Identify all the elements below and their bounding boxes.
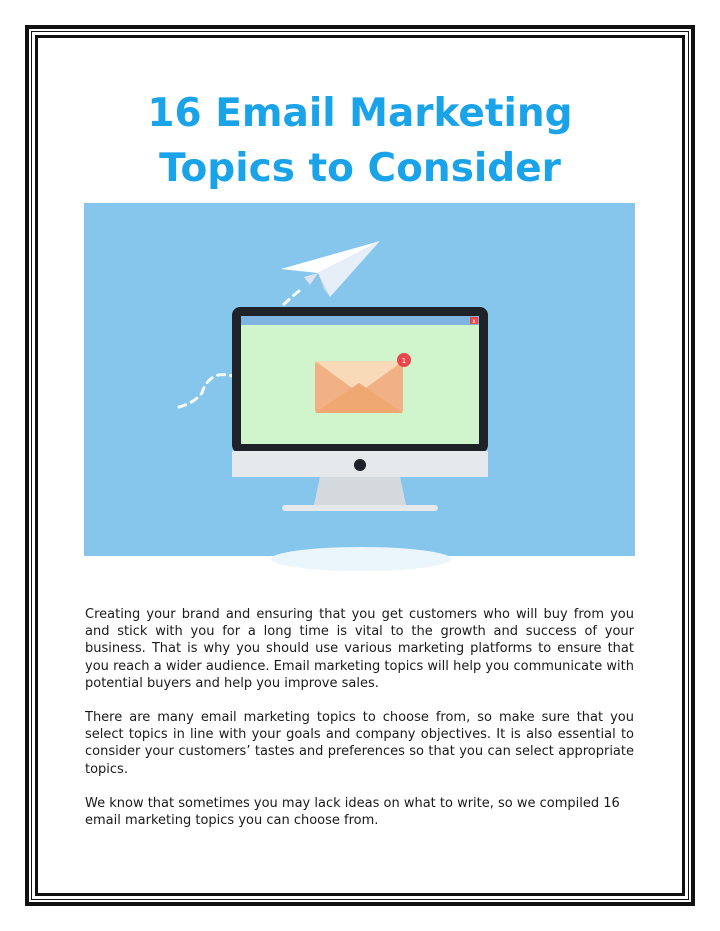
monitor-stand — [314, 477, 406, 505]
window-titlebar — [241, 316, 479, 325]
paragraph: There are many email marketing topics to choose from, so make sure that you select topics in line with your goals and company objectives. It is also essential to consider your customers’ tastes and preferences so that you can select appropriate topics. — [85, 710, 634, 777]
monitor-base — [282, 505, 438, 511]
close-glyph: x — [472, 318, 476, 325]
title-line-2: Topics to Consider — [159, 146, 561, 191]
body-text — [85, 606, 634, 846]
power-button-icon — [354, 459, 366, 471]
notification-count: 1 — [401, 357, 407, 365]
hero-illustration — [84, 203, 635, 556]
monitor-shadow — [271, 547, 451, 571]
paragraph: Creating your brand and ensuring that you get customers who will buy from you and stick with you for a long time is vital to the growth and success of your business. That is why you should use various marketing platforms to ensure that you reach a wider audience. Email marketing topics will help you communicate with potential buyers and help you improve sales. — [85, 607, 634, 691]
envelope-icon — [315, 361, 403, 413]
page-title — [60, 86, 660, 196]
title-line-1: 16 Email Marketing — [147, 91, 573, 136]
paragraph: We know that sometimes you may lack ideas on what to write, so we compiled 16 email marketing topics you can choose from. — [85, 795, 620, 829]
